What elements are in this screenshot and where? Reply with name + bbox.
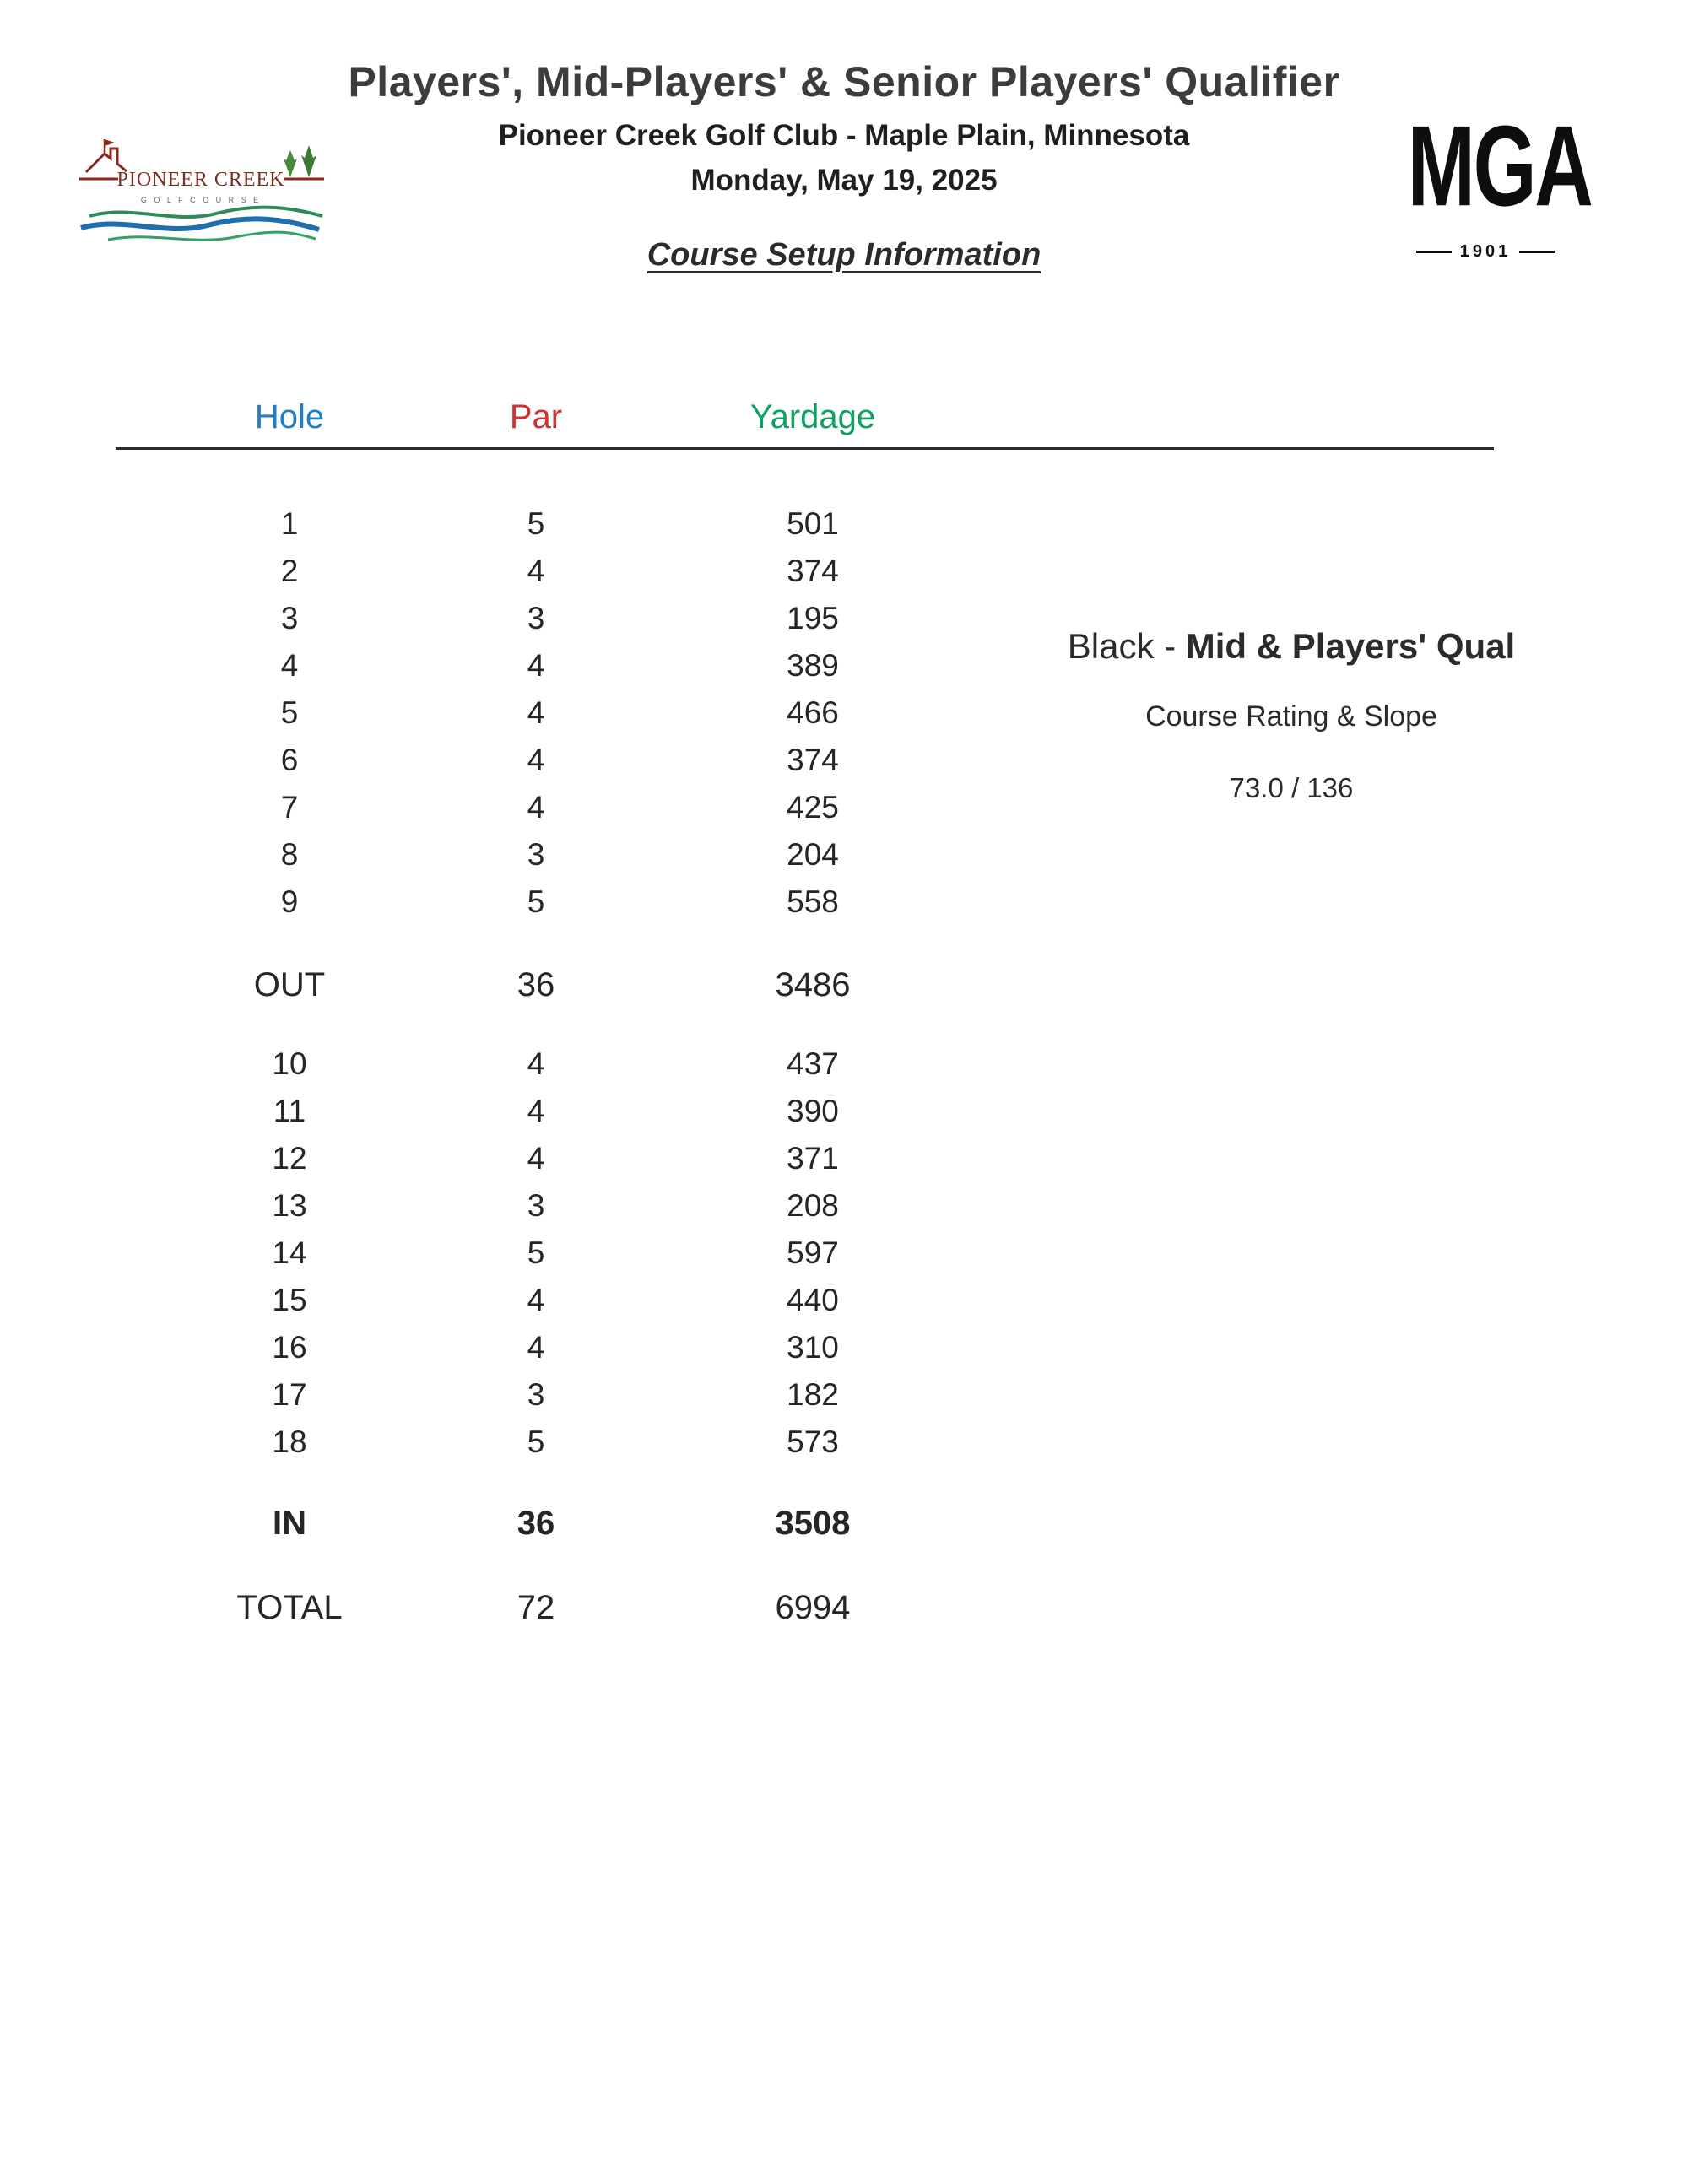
par-cell: 72 (517, 1589, 555, 1626)
hole-cell: 10 (272, 1046, 307, 1081)
par-cell: 5 (527, 506, 545, 541)
yardage-cell: 597 (787, 1235, 839, 1270)
yardage-cell: 374 (787, 554, 839, 588)
section-heading-text: Course Setup Information (647, 237, 1041, 273)
wave-accent (89, 208, 322, 217)
hole-cell: 15 (272, 1283, 307, 1317)
table-row (116, 878, 1494, 926)
mga-rule-right (1519, 251, 1555, 253)
hole-cell: 12 (272, 1141, 307, 1176)
hole-cell: 5 (280, 695, 299, 730)
par-cell: 4 (527, 790, 545, 824)
mga-year (1393, 242, 1578, 262)
tee-name-prefix: Black - (1067, 626, 1186, 666)
col-header-par: Par (509, 397, 563, 435)
hole-cell: 11 (273, 1094, 306, 1128)
tee-name-emphasis: Mid & Players' Qual (1185, 626, 1516, 666)
table-row (116, 1371, 1494, 1419)
course-setup-table (116, 387, 1494, 1633)
yardage-cell: 182 (787, 1377, 839, 1412)
yardage-cell: 437 (787, 1046, 839, 1081)
par-cell: 5 (527, 884, 545, 919)
table-row (116, 1324, 1494, 1371)
yardage-cell: 440 (787, 1283, 839, 1317)
table-row (116, 1088, 1494, 1135)
hole-cell: 3 (280, 601, 299, 635)
par-cell: 5 (527, 1235, 545, 1270)
yardage-cell: 425 (787, 790, 839, 824)
par-cell: 4 (527, 554, 545, 588)
hole-cell: 6 (280, 743, 299, 777)
hole-cell: IN (273, 1505, 306, 1542)
col-header-yardage: Yardage (749, 397, 876, 435)
par-cell: 3 (527, 1377, 545, 1412)
table-row (116, 831, 1494, 878)
table-row (116, 1419, 1494, 1466)
par-cell: 4 (527, 1141, 545, 1176)
mga-year-text: 1901 (1459, 242, 1512, 261)
hole-cell: 13 (272, 1188, 307, 1223)
par-cell: 5 (527, 1424, 545, 1459)
table-header (116, 387, 1494, 450)
table-row (116, 500, 1494, 548)
club-location: Pioneer Creek Golf Club - Maple Plain, Minnesota (498, 119, 1190, 152)
hole-cell: 17 (272, 1377, 307, 1412)
wave-accent (81, 219, 319, 230)
tee-info-panel (996, 626, 1587, 804)
par-cell: 4 (527, 1283, 545, 1317)
yardage-cell: 389 (787, 648, 839, 683)
yardage-cell: 390 (787, 1094, 839, 1128)
tee-name (996, 626, 1587, 667)
page-title: Players', Mid-Players' & Senior Players' Qualifier (348, 58, 1340, 105)
event-date: Monday, May 19, 2025 (690, 164, 998, 197)
yardage-cell: 3508 (775, 1505, 851, 1542)
yardage-cell: 466 (787, 695, 839, 730)
in-row (116, 1498, 1494, 1549)
par-cell: 4 (527, 1046, 545, 1081)
mga-letters: MGA (1407, 102, 1592, 230)
hole-cell: 7 (280, 790, 299, 824)
table-row (116, 1041, 1494, 1088)
par-cell: 4 (527, 695, 545, 730)
yardage-cell: 195 (787, 601, 839, 635)
yardage-cell: 310 (787, 1330, 839, 1365)
yardage-cell: 6994 (775, 1589, 851, 1626)
par-cell: 4 (527, 1330, 545, 1365)
yardage-cell: 558 (787, 884, 839, 919)
hole-cell: 8 (280, 837, 299, 872)
par-cell: 4 (527, 1094, 545, 1128)
mga-rule-left (1416, 251, 1452, 253)
yardage-cell: 3486 (775, 966, 851, 1003)
hole-cell: OUT (253, 966, 326, 1003)
hole-cell: 1 (280, 506, 299, 541)
par-cell: 4 (527, 743, 545, 777)
hole-cell: 16 (272, 1330, 307, 1365)
back-nine-rows (116, 1041, 1494, 1466)
par-cell: 3 (527, 601, 545, 635)
par-cell: 3 (527, 1188, 545, 1223)
hole-cell: 4 (280, 648, 299, 683)
col-header-hole: Hole (254, 397, 325, 435)
hole-cell: 14 (272, 1235, 307, 1270)
yardage-cell: 501 (787, 506, 839, 541)
par-cell: 36 (517, 966, 555, 1003)
hole-cell: 9 (280, 884, 299, 919)
hole-cell: TOTAL (236, 1589, 343, 1626)
par-cell: 3 (527, 837, 545, 872)
yardage-cell: 374 (787, 743, 839, 777)
par-cell: 4 (527, 648, 545, 683)
pioneer-creek-subtext: G O L F C O U R S E (140, 196, 262, 204)
mga-logo (1393, 102, 1592, 262)
yardage-cell: 573 (787, 1424, 839, 1459)
yardage-cell: 371 (787, 1141, 839, 1176)
table-row (116, 1182, 1494, 1230)
table-row (116, 1277, 1494, 1324)
yardage-cell: 204 (787, 837, 839, 872)
out-row (116, 960, 1494, 1010)
table-row (116, 1135, 1494, 1182)
table-row (116, 1230, 1494, 1277)
course-rating-label: Course Rating & Slope (1145, 700, 1437, 733)
par-cell: 36 (517, 1505, 555, 1542)
yardage-cell: 208 (787, 1188, 839, 1223)
table-row (116, 548, 1494, 595)
course-rating-value: 73.0 / 136 (1229, 772, 1354, 803)
hole-cell: 2 (280, 554, 299, 588)
total-row (116, 1582, 1494, 1633)
hole-cell: 18 (272, 1424, 307, 1459)
pioneer-creek-name: PIONEER CREEK (116, 169, 285, 191)
